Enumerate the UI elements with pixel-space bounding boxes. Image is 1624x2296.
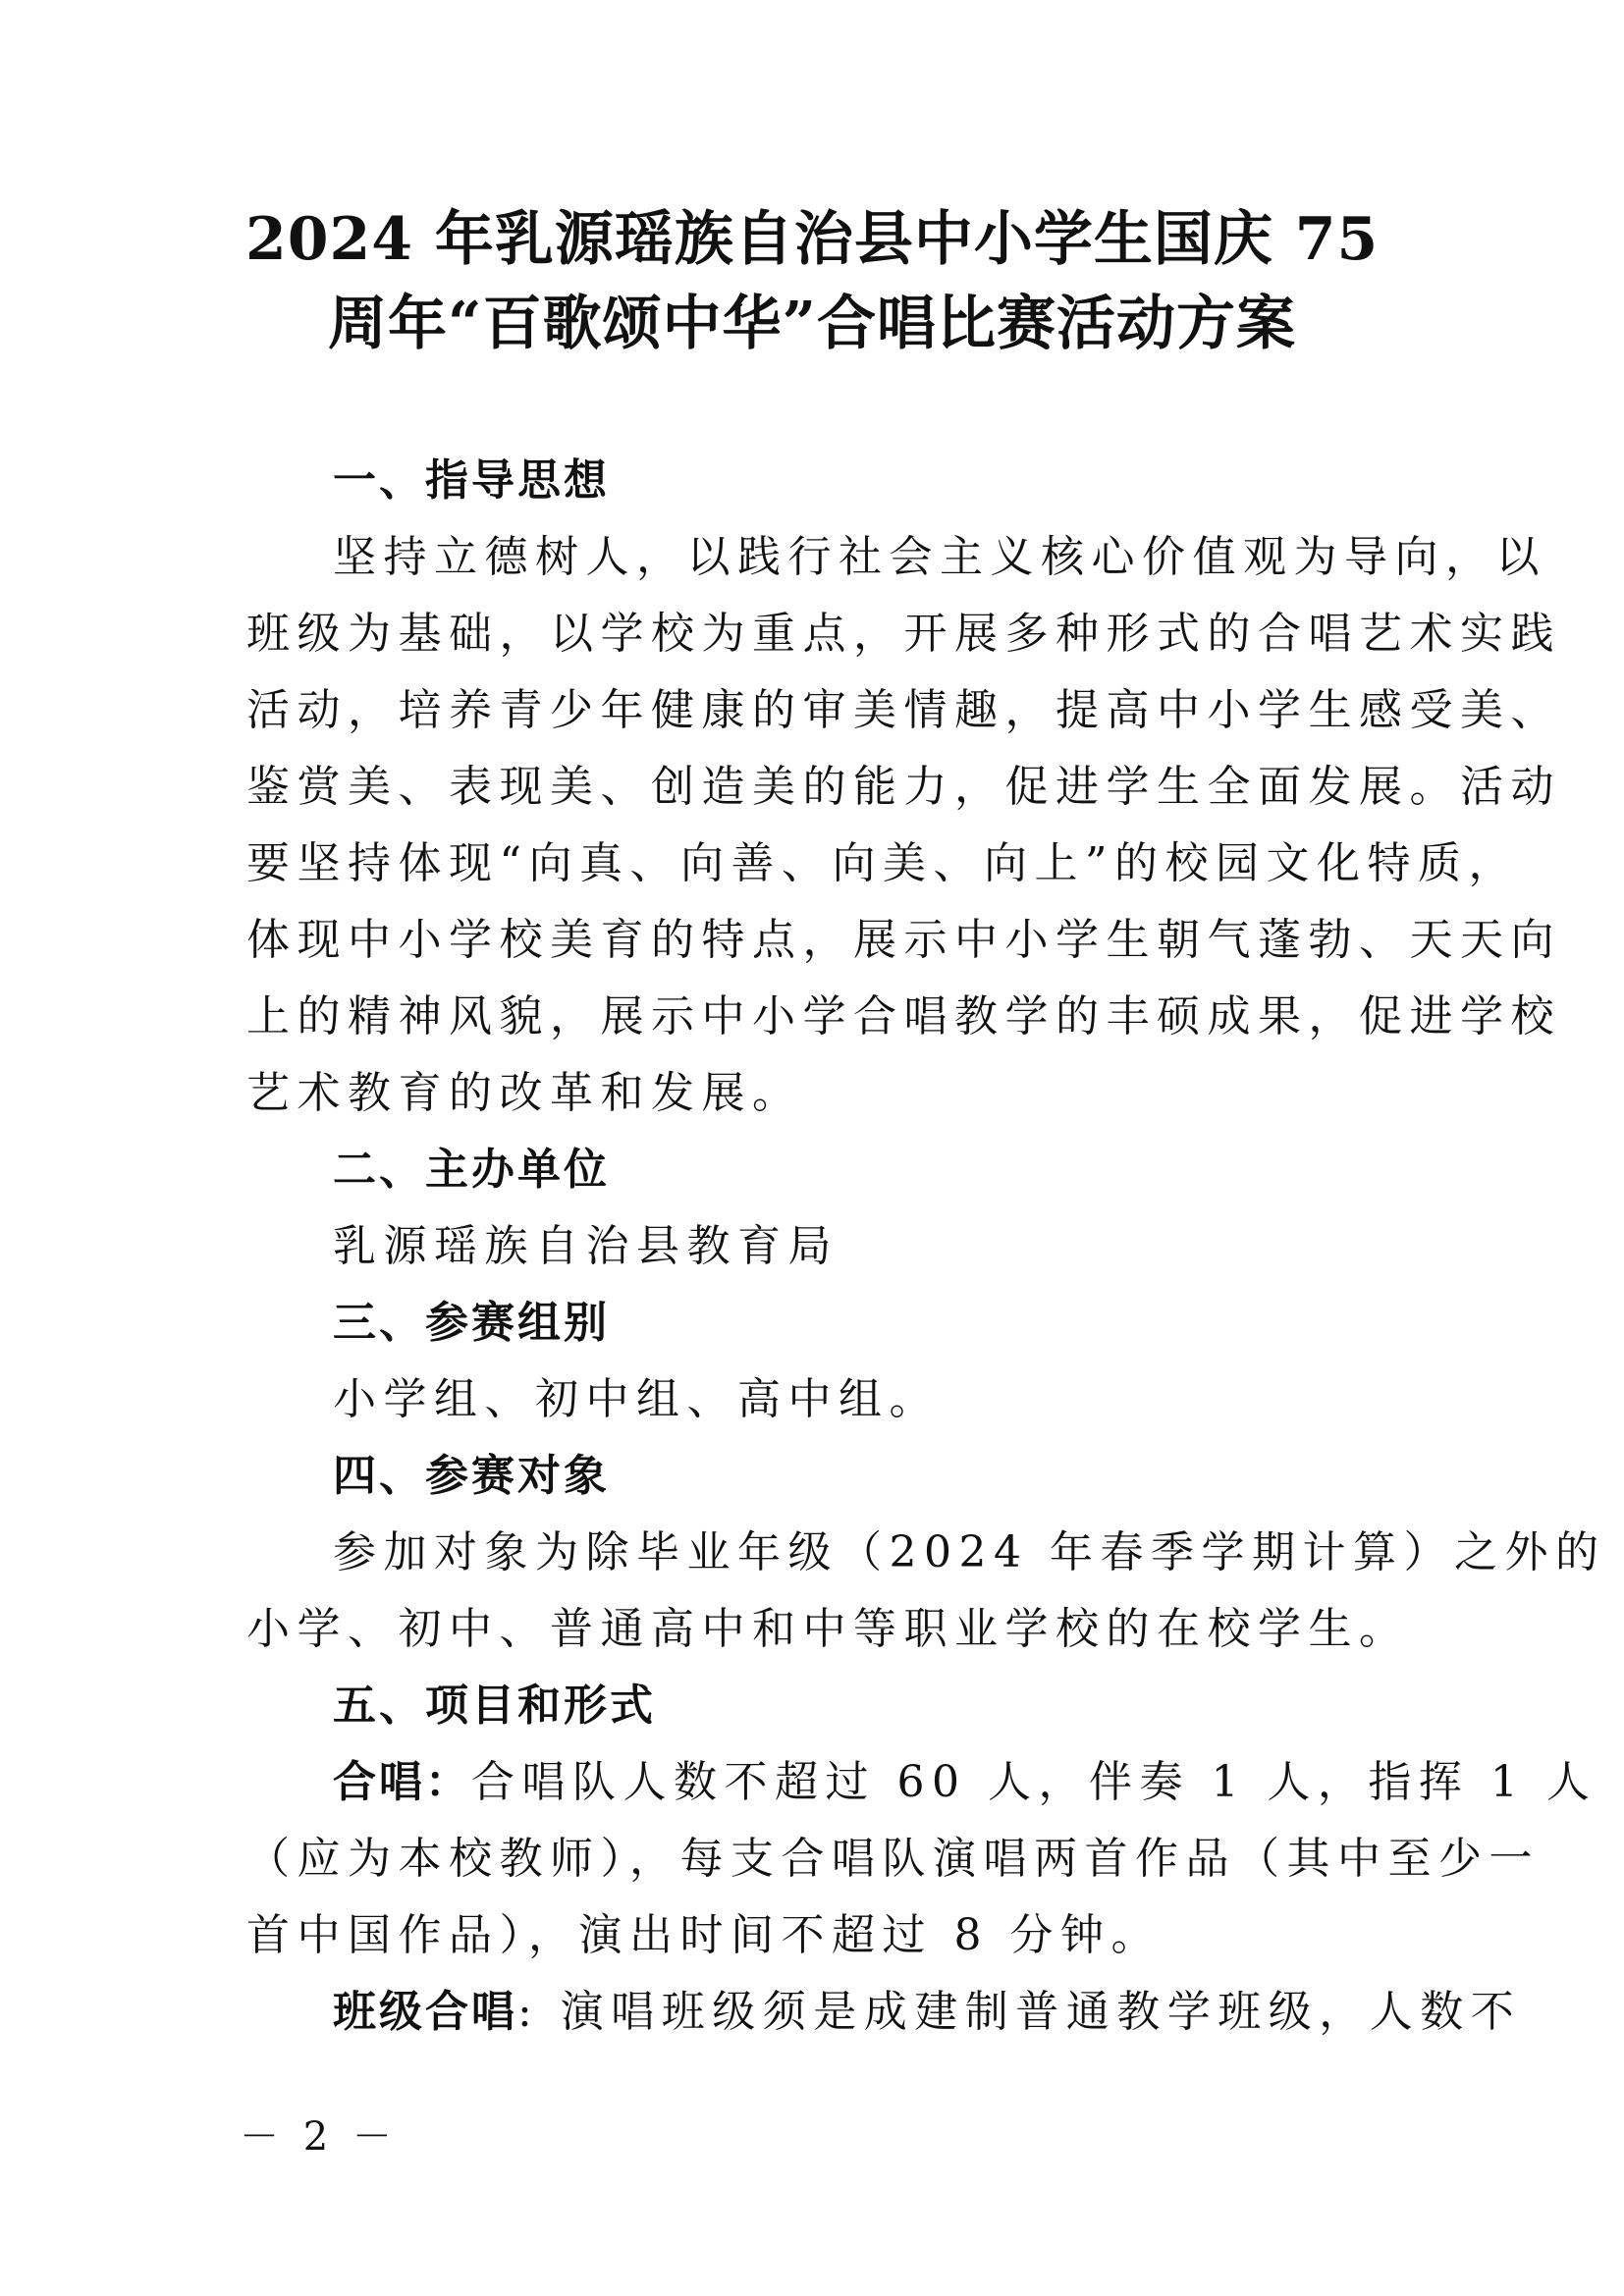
paragraph-line: 坚持立德树人，以践行社会主义核心价值观为导向，以 bbox=[333, 532, 1546, 582]
paragraph-line: 首中国作品），演出时间不超过 8 分钟。 bbox=[246, 1910, 1162, 1960]
section-heading-participants: 四、参赛对象 bbox=[333, 1451, 610, 1501]
section-heading-organizer: 二、主办单位 bbox=[333, 1145, 610, 1195]
paragraph-line: 上的精神风貌，展示中小学合唱教学的丰硕成果，促进学校 bbox=[246, 991, 1561, 1041]
paragraph-line: 乳源瑶族自治县教育局 bbox=[333, 1221, 839, 1271]
document-title-line-1: 2024 年乳源瑶族自治县中小学生国庆 75 bbox=[245, 205, 1380, 274]
paragraph-line: 要坚持体现“向真、向善、向美、向上”的校园文化特质， bbox=[246, 838, 1519, 888]
paragraph-line: 体现中小学校美育的特点，展示中小学生朝气蓬勃、天天向 bbox=[246, 915, 1561, 965]
section-heading-guiding-thought: 一、指导思想 bbox=[333, 455, 610, 506]
paragraph-line: 活动，培养青少年健康的审美情趣，提高中小学生感受美、 bbox=[246, 685, 1561, 735]
paragraph-line: 小学组、初中组、高中组。 bbox=[333, 1374, 940, 1424]
class-choir-rule-text: : 演唱班级须是成建制普通教学班级，人数不 bbox=[517, 1987, 1522, 2037]
paragraph-line: （应为本校教师），每支合唱队演唱两首作品（其中至少一 bbox=[246, 1834, 1540, 1884]
paragraph-line bbox=[333, 1753, 1597, 1812]
document-title-line-2: 周年“百歌颂中华”合唱比赛活动方案 bbox=[327, 290, 1297, 358]
choir-rule-text: 合唱队人数不超过 60 人，伴奏 1 人，指挥 1 人 bbox=[471, 1757, 1597, 1807]
page-number: － 2 － bbox=[240, 2114, 398, 2160]
class-choir-lead-label: 班级合唱 bbox=[333, 1987, 517, 2037]
paragraph-line bbox=[333, 1983, 1522, 2042]
paragraph-line: 鉴赏美、表现美、创造美的能力，促进学生全面发展。活动 bbox=[246, 762, 1561, 812]
section-heading-items-and-format: 五、项目和形式 bbox=[333, 1681, 656, 1731]
paragraph-line: 参加对象为除毕业年级（2024 年春季学期计算）之外的 bbox=[333, 1527, 1606, 1577]
paragraph-line: 班级为基础，以学校为重点，开展多种形式的合唱艺术实践 bbox=[246, 609, 1561, 659]
choir-lead-label: 合唱： bbox=[333, 1757, 471, 1807]
section-heading-groups: 三、参赛组别 bbox=[333, 1298, 610, 1348]
paragraph-line: 艺术教育的改革和发展。 bbox=[246, 1068, 803, 1118]
paragraph-line: 小学、初中、普通高中和中等职业学校的在校学生。 bbox=[246, 1604, 1410, 1654]
